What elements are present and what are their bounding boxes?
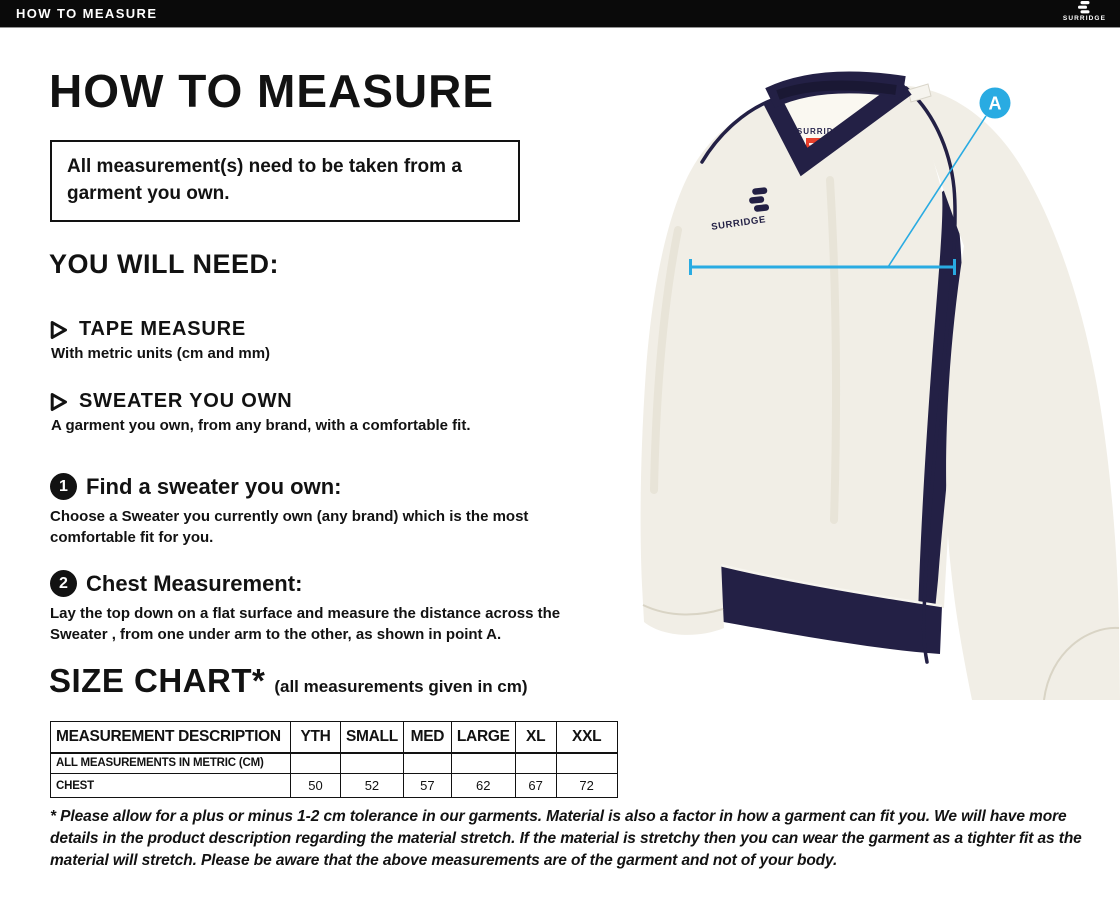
table-cell [403, 753, 451, 774]
column-header: YTH [291, 722, 341, 753]
need-item-label: SWEATER YOU OWN [79, 390, 293, 412]
table-cell: 57 [403, 774, 451, 798]
step-description: Choose a Sweater you currently own (any brand) which is the most comfortable fit for you. [50, 508, 529, 546]
need-item-row [50, 318, 270, 341]
point-a-label: A [988, 93, 1002, 114]
step-heading-row [50, 570, 580, 597]
top-bar [0, 0, 1120, 28]
need-item-description: A garment you own, from any brand, with a comfortable fit. [51, 417, 471, 434]
neck-label-text: SURRIDGE [796, 127, 848, 136]
table-cell [515, 753, 556, 774]
row-label: ALL MEASUREMENTS IN METRIC (CM) [51, 753, 291, 774]
sweater-measurement-diagram [620, 60, 1120, 700]
table-cell: 62 [451, 774, 515, 798]
step-chest-measurement [50, 570, 580, 645]
table-cell [291, 753, 341, 774]
step-number-badge: 2 [50, 570, 77, 597]
sweater-illustration [641, 82, 1120, 700]
need-item-label: TAPE MEASURE [79, 318, 247, 340]
table-cell: 72 [556, 774, 617, 798]
step-number-badge: 1 [50, 473, 77, 500]
need-item-sweater-you-own [50, 390, 470, 434]
step-title: Chest Measurement: [86, 570, 303, 596]
disclaimer-text: * Please allow for a plus or minus 1-2 cm tolerance in our garments. Material is also a factor in how a garment can fit you. We will have more details in the product description regarding the material stretch. If the material is stretchy then you can wear the garment as a tighter fit as the material will stretch. Please be aware that the above measurements are of the garment and not of your body. [50, 808, 1082, 870]
you-will-need-heading: YOU WILL NEED: [49, 249, 280, 279]
table-row [51, 753, 618, 774]
table-cell [341, 753, 404, 774]
column-header: LARGE [451, 722, 515, 753]
triangle-bullet-icon [50, 320, 68, 340]
surridge-logo [1063, 1, 1106, 22]
table-cell: 67 [515, 774, 556, 798]
column-header: XXL [556, 722, 617, 753]
size-chart-subtitle: (all measurements given in cm) [274, 677, 528, 696]
size-chart-table [50, 721, 618, 798]
column-header: XL [515, 722, 556, 753]
step-find-sweater [50, 473, 580, 548]
page-title: HOW TO MEASURE [49, 65, 495, 117]
top-bar-title: HOW TO MEASURE [16, 6, 158, 21]
chest-logo-text: SURRIDGE [710, 214, 767, 233]
need-item-description: With metric units (cm and mm) [51, 345, 271, 362]
row-label: CHEST [51, 774, 291, 798]
column-header: SMALL [341, 722, 404, 753]
surridge-logo-text: SURRIDGE [1062, 15, 1106, 22]
column-header: MED [403, 722, 451, 753]
table-cell [451, 753, 515, 774]
table-row [51, 774, 618, 798]
notice-box [50, 140, 520, 222]
size-chart-title: SIZE CHART* [49, 662, 266, 699]
step-heading-row [50, 473, 580, 500]
table-cell [556, 753, 617, 774]
notice-text: All measurement(s) need to be taken from a garment you own. [67, 156, 462, 204]
surridge-s-icon [1076, 1, 1092, 14]
need-item-row [50, 390, 470, 413]
table-cell: 52 [341, 774, 404, 798]
table-cell: 50 [291, 774, 341, 798]
column-header: MEASUREMENT DESCRIPTION [51, 722, 291, 753]
step-title: Find a sweater you own: [86, 473, 342, 499]
size-chart-heading [49, 662, 528, 700]
table-header-row [51, 722, 618, 753]
need-item-tape-measure [50, 318, 270, 362]
step-description: Lay the top down on a flat surface and measure the distance across the Sweater , from one under arm to the other, as shown in point A. [50, 605, 561, 643]
triangle-bullet-icon [50, 392, 68, 412]
